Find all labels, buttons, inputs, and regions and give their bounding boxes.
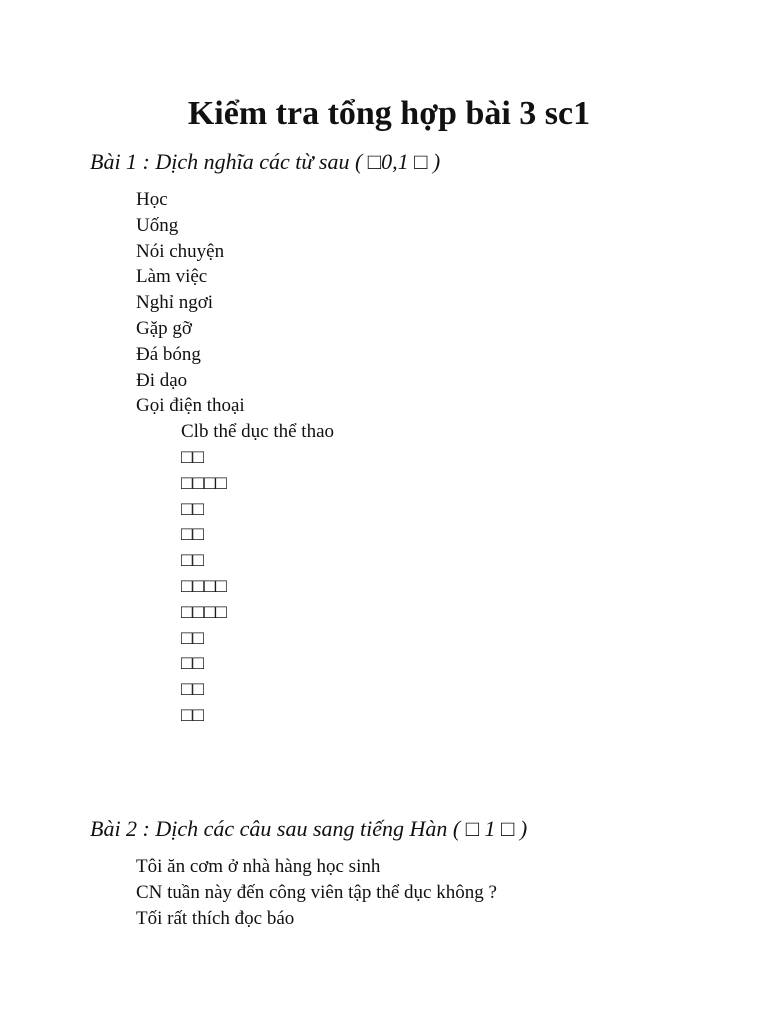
item-text: □□□□ [181, 472, 227, 494]
item-text: Đá bóng [136, 343, 201, 365]
item-text: □□ [181, 704, 204, 726]
item-text: □□ [181, 679, 204, 701]
page-title: Kiểm tra tổng hợp bài 3 sc1 [187, 95, 591, 132]
item-text: Học [136, 189, 168, 210]
item-text: Nói chuyện [136, 240, 225, 262]
item-text: Tôi ăn cơm ở nhà hàng học sinh [136, 856, 381, 877]
section-1-heading: Bài 1 : Dịch nghĩa các từ sau ( □0,1 □ ) [90, 149, 441, 174]
item-text: Gọi điện thoại [136, 395, 245, 417]
item-text: CN tuần này đến công viên tập thể dục không ? [136, 881, 497, 903]
item-text: □□ [181, 446, 204, 468]
item-text: □□ [181, 653, 204, 675]
item-text: □□ [181, 498, 204, 520]
item-text: Uống [136, 214, 179, 236]
item-text: □□ [181, 524, 204, 546]
item-text: Gặp gỡ [136, 317, 192, 339]
section-2-heading: Bài 2 : Dịch các câu sau sang tiếng Hàn ( □ 1 □ ) [90, 816, 528, 841]
item-text: Làm việc [136, 266, 208, 288]
item-text: □□□□ [181, 601, 227, 623]
item-text: Nghỉ ngơi [136, 292, 214, 314]
item-text: Đi dạo [136, 369, 188, 391]
item-text: □□ [181, 550, 204, 572]
item-text: □□□□ [181, 575, 227, 597]
item-text: Tối rất thích đọc báo [136, 907, 295, 929]
item-text: Clb thể dục thể thao [181, 421, 335, 443]
item-text: □□ [181, 627, 204, 649]
